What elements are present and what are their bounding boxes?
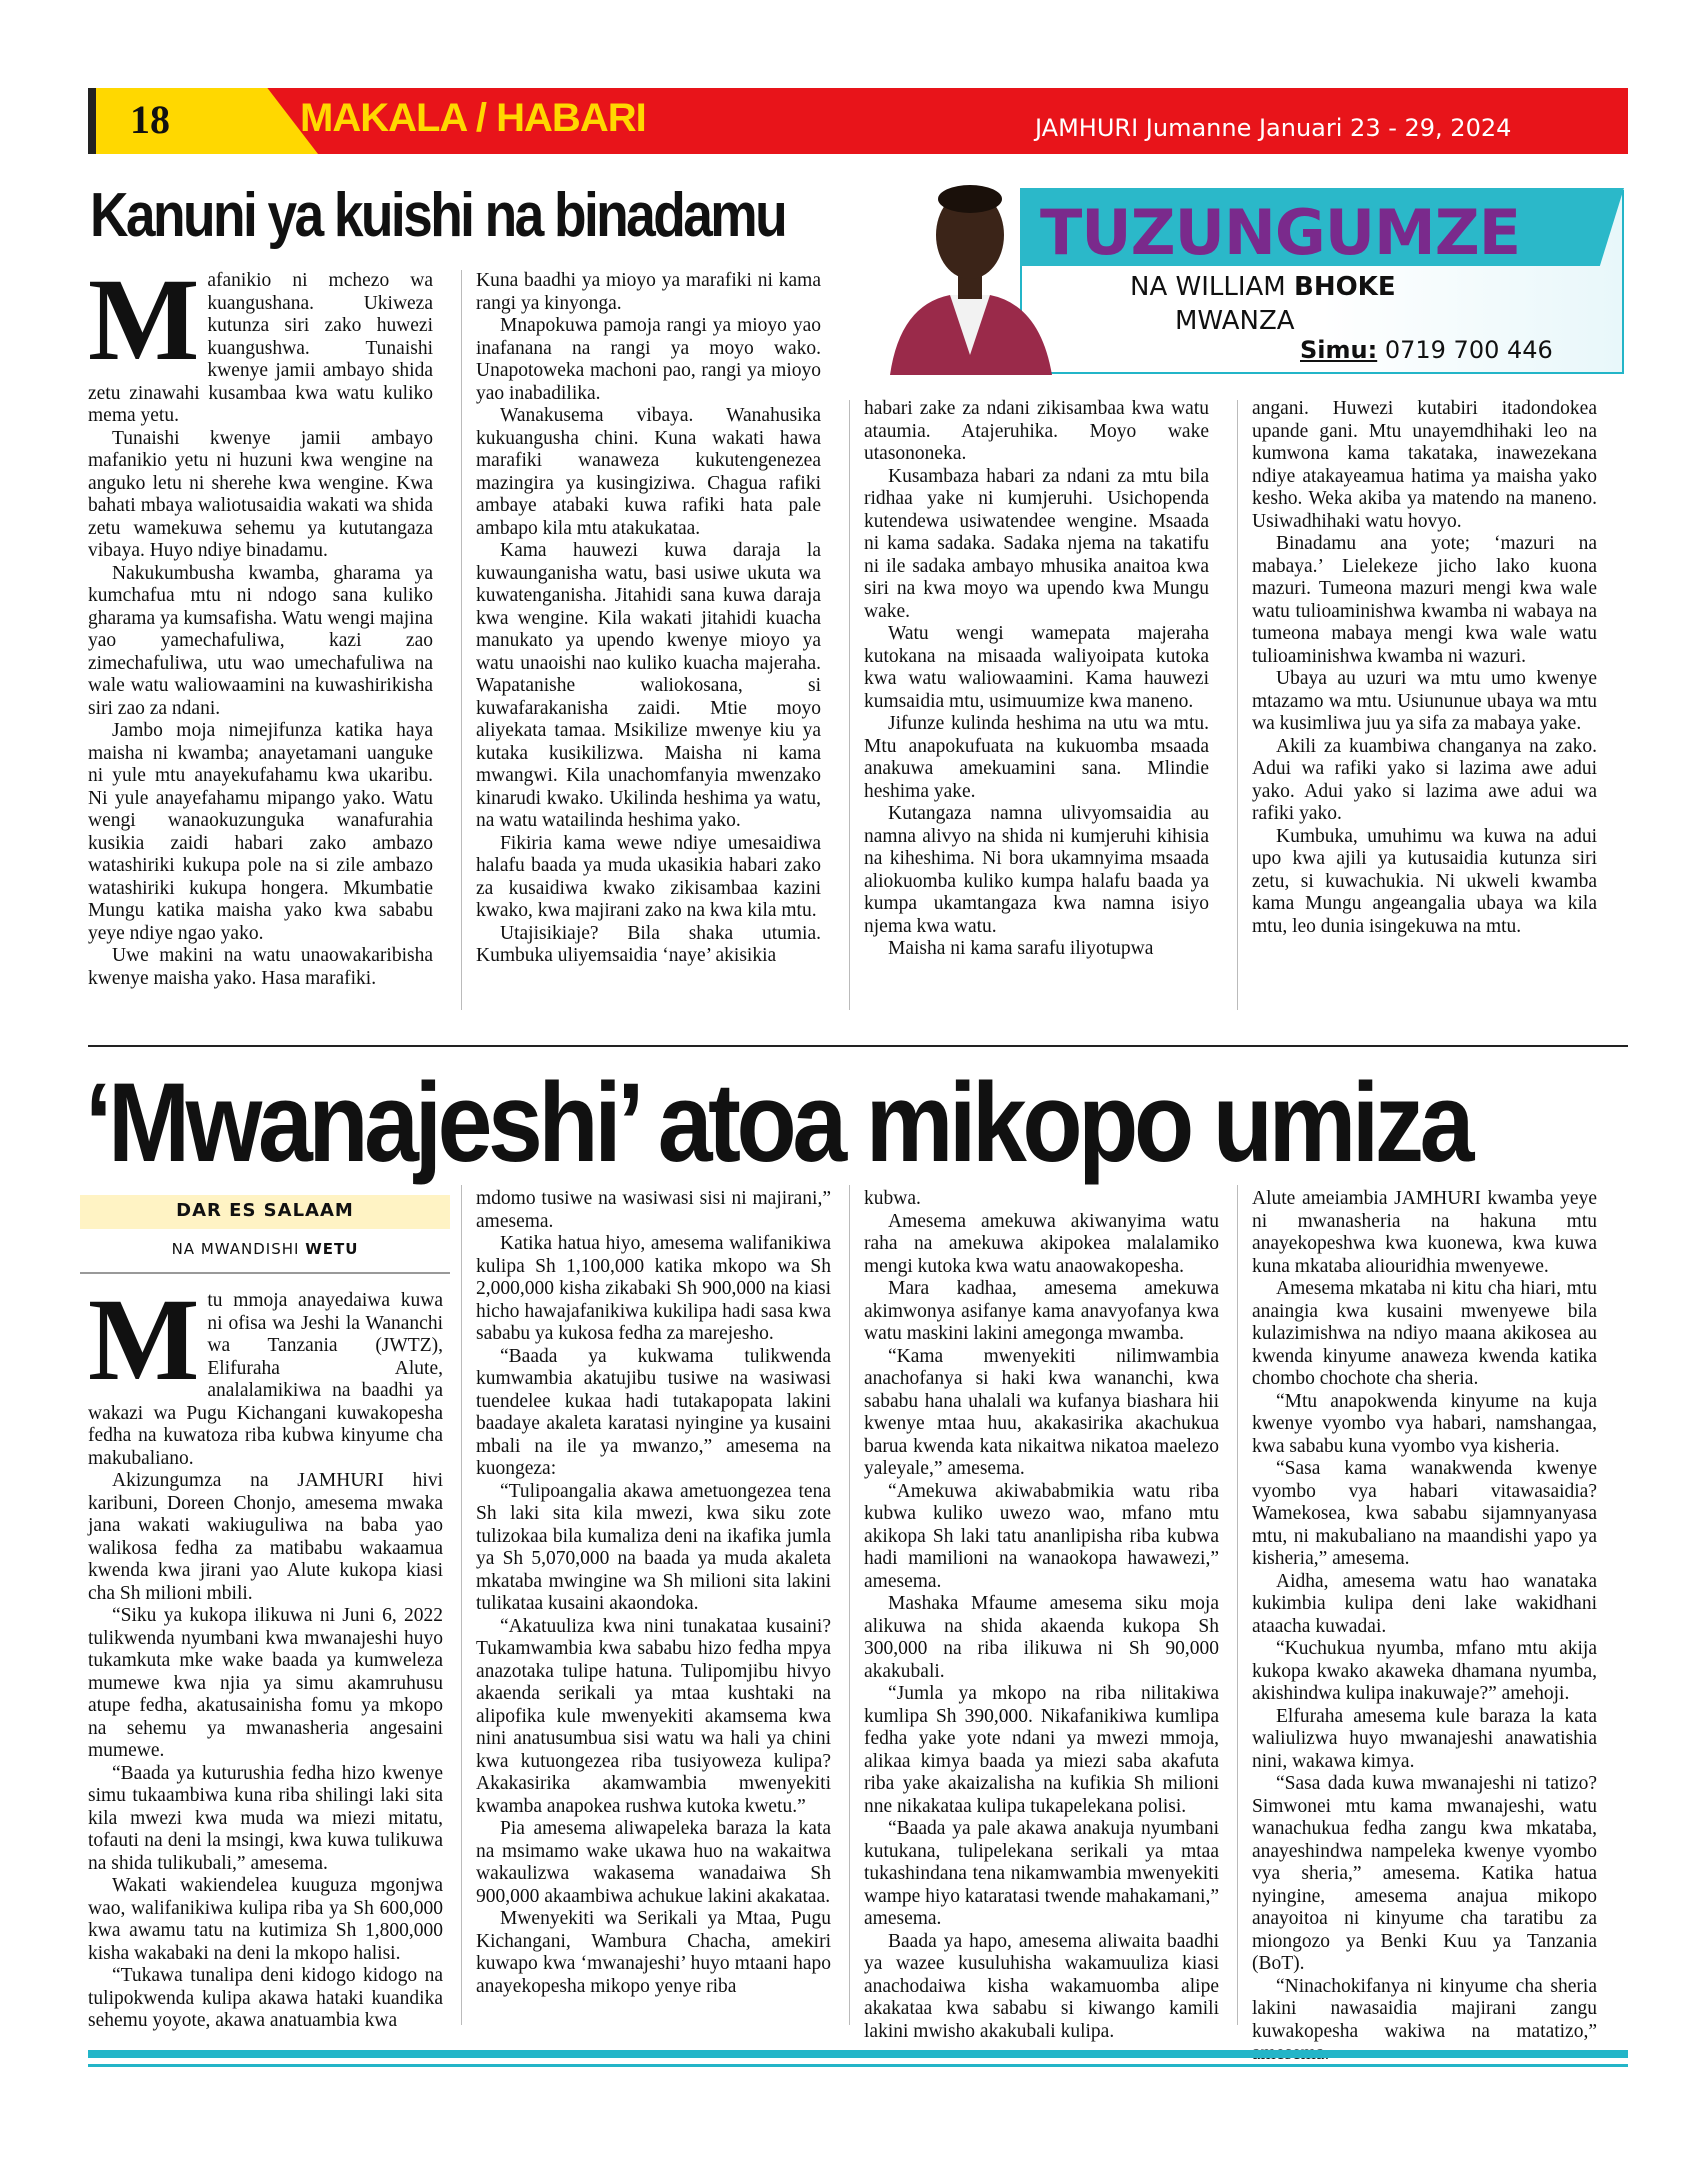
paragraph: tu mmoja anayedaiwa kuwa ni ofisa wa Jeshi la Wananchi wa Tanzania (JWTZ), Elifuraha Alute, analalamikiwa na baadhi ya wakazi wa Pugu Kichangani kuwakopesha fedha na kuwatoza riba kubwa kinyume cha makubaliano. <box>88 1290 443 1469</box>
paragraph: “Baada ya kuturushia fedha hizo kwenye simu tukaambiwa kuna riba shilingi laki sita kila mwezi kwa muda wa miezi mitatu, tofauti na deni la msingi, kwa kuwa tulikuwa na shida tulikubali,” amesema. <box>88 1762 443 1874</box>
paragraph: Alute ameiambia JAMHURI kwamba yeye ni mwanasheria na hakuna mtu anayekopeshwa kwa kuonewa, kwa kuwa kuna mkataba aliouridhia mwenyewe. <box>1252 1188 1597 1277</box>
byline-prefix: NA MWANDISHI <box>171 1240 306 1258</box>
columnist-phone <box>1300 336 1553 364</box>
paragraph: Ubaya au uzuri wa mtu umo kwenye mtazamo wa mtu. Usiununue ubaya wa mtu wa kusimliwa juu ya sifa za mabaya yake. <box>1252 668 1597 734</box>
paragraph: Akizungumza na JAMHURI hivi karibuni, Doreen Chonjo, amesema mwaka jana wakati wakiuguliwa na baba yao walikosa fedha za matibabu wakaamua kwenda kwa jirani yao Alute kukopa kiasi cha Sh milioni mbili. <box>88 1470 443 1604</box>
issue-dateline: JAMHURI Jumanne Januari 23 - 29, 2024 <box>1035 114 1512 142</box>
byline-prefix: NA WILLIAM <box>1130 272 1294 302</box>
paragraph: Pia amesema aliwapeleka baraza la kata na msimamo wake ukawa huo na wakaitwa wakaulizwa wakasema wanadaiwa Sh 900,000 akaambiwa achukue lakini akakataa. <box>476 1818 831 1907</box>
paragraph: afanikio ni mchezo wa kuangushana. Ukiweza kutunza siri zako huwezi kuangushwa. Tunaishi kwenye jamii ambayo shida zetu zinawahi kusambaa kwa watu kuliko mema yetu. <box>88 270 433 426</box>
article1-column-4 <box>1252 398 1597 938</box>
paragraph: Kuna baadhi ya mioyo ya marafiki ni kama rangi ya kinyonga. <box>476 270 821 314</box>
paragraph: Amesema amekuwa akiwanyima watu raha na amekuwa akipokea malalamiko mengi kutoka kwa watu anaowakopesha. <box>864 1210 1219 1277</box>
paragraph: Mnapokuwa pamoja rangi ya mioyo yao inafanana na rangi ya moyo wako. Unapotoweka machoni pao, rangi ya mioyo yao inabadilika. <box>476 315 821 404</box>
paragraph: mdomo tusiwe na wasiwasi sisi ni majirani,” amesema. <box>476 1188 831 1232</box>
header-edge-mark <box>88 88 96 154</box>
article-divider <box>88 1045 1628 1047</box>
paragraph: Elfuraha amesema kule baraza la kata waliulizwa huyo mwanajeshi anawatishia nini, wakawa kimya. <box>1252 1705 1597 1772</box>
byline-name: BHOKE <box>1294 272 1396 302</box>
paragraph: Tunaishi kwenye jamii ambayo mafanikio yetu ni huzuni kwa wengine na anguko letu ni sherehe kwa wengine. Kwa bahati mbaya waliotusaidia wakati wa shida zetu wamekuwa sehemu ya kututangaza vibaya. Huyo ndiye binadamu. <box>88 427 433 561</box>
article2-headline: ‘Mwanajeshi’ atoa mikopo umiza <box>85 1060 1471 1185</box>
paragraph: “Sasa kama wanakwenda kwenye vyombo vya habari vitawasaidia? Wamekosea, kwa sababu sijamnyanyasa mtu, ni makubaliano na maandishi yapo ya kisheria,” amesema. <box>1252 1458 1597 1569</box>
paragraph: Binadamu ana yote; ‘mazuri na mabaya.’ Lielekeze jicho lako kuona mazuri. Tumeona mazuri mengi kwa wale watu tulioaminishwa kwamba ni wabaya na tumeona mabaya mengi kwa wale watu tulioaminishwa kwamba ni wazuri. <box>1252 533 1597 667</box>
paragraph: Jambo moja nimejifunza katika haya maisha ni kwamba; anayetamani uanguke ni yule mtu anayekufahamu kwa ukaribu. Ni yule anayefahamu mipango yako. Watu wengi wanaokuzunguka wanafurahia kusikia zaidi habari zako ambazo watashiriki kukupa pole na si zile ambazo watashiriki kukupa hongera. Mkumbatie Mungu katika maisha yako kwa sababu yeye ndiye ngao yako. <box>88 720 433 944</box>
paragraph: Katika hatua hiyo, amesema walifanikiwa kulipa Sh 1,100,000 katika mkopo wa Sh 2,000,000 kisha zikabaki Sh 900,000 na kiasi hicho hawajafanikiwa kukilipa hadi sasa kwa sababu ya kukosa fedha za marejesho. <box>476 1233 831 1344</box>
paragraph: Kutangaza namna ulivyomsaidia au namna alivyo na shida ni kumjeruhi kihisia na kiheshima. Ni bora ukamnyima msaada aliokuomba kuliko kumpa halafu baada ya kumpa ukamtangaza kwa namna isiyo njema kwa watu. <box>864 803 1209 937</box>
paragraph: Akili za kuambiwa changanya na zako. Adui wa rafiki yako si lazima awe adui yako. Adui yako si lazima awe adui wa rafiki yako. <box>1252 735 1597 824</box>
paragraph: “Kuchukua nyumba, mfano mtu akija kukopa kwako akaweka dhamana nyumba, akishindwa kulipa inakuwaje?” amehoji. <box>1252 1638 1597 1704</box>
paragraph: “Baada ya kukwama tulikwenda kumwambia akatujibu tusiwe na wasiwasi tuendelee kukaa hadi tutakapopata lakini baadaye akaleta karatasi nyingine ya kusaini mbali na ile ya mwanzo,” amesema na kuongeza: <box>476 1345 831 1479</box>
paragraph: “Amekuwa akiwababmikia watu riba kubwa kuliko uwezo wao, mfano mtu akikopa Sh laki tatu ananlipisha riba kubwa hadi mamilioni na wanaokopa hawawezi,” amesema. <box>864 1480 1219 1592</box>
paragraph: “Tulipoangalia akawa ametuongezea tena Sh laki sita kila mwezi, kwa siku zote tulizokaa bila kumaliza deni na ikafika jumla ya Sh 5,070,000 na baada ya muda akaleta mkataba mwingine wa Sh milioni sita lakini tulikataa kusaini akaondoka. <box>476 1480 831 1614</box>
byline-name: WETU <box>305 1240 359 1258</box>
column-rule <box>461 1185 462 2025</box>
article2-column-1 <box>88 1274 443 2033</box>
paragraph: “Baada ya pale akawa anakuja nyumbani kutukana, tulipelekana serikali ya mtaa tukashindana tena nikamwambia mwenyekiti wampe hiyo kataratasi twende mahakamani,” amesema. <box>864 1818 1219 1929</box>
drop-cap: M <box>88 1274 200 1405</box>
paragraph: Wakati wakiendelea kuuguza mgonjwa wao, walifanikiwa kulipa riba ya Sh 600,000 kwa awamu tatu na kutimiza Sh 1,800,000 kisha wakabaki na deni la mkopo halisi. <box>88 1875 443 1964</box>
column-rule <box>1237 1185 1238 2025</box>
footer-rule <box>88 2050 1628 2058</box>
columnist-byline <box>1130 272 1396 302</box>
paragraph: Mwenyekiti wa Serikali ya Mtaa, Pugu Kichangani, Wambura Chacha, amekiri kuwapo kwa ‘mwanajeshi’ huyo mtaani hapo anayekopesha mikopo yenye riba <box>476 1908 831 1997</box>
article1-column-1 <box>88 254 433 990</box>
paragraph: kubwa. <box>864 1188 921 1209</box>
column-rule <box>461 270 462 1010</box>
article2-dateline: DAR ES SALAAM <box>176 1200 354 1221</box>
paragraph: Aidha, amesema watu hao wanataka kukimbia kulipa deni lake wakidhani ataacha kuwadai. <box>1252 1570 1597 1637</box>
article2-column-2 <box>476 1188 831 1998</box>
columnist-portrait <box>880 155 1060 375</box>
paragraph: Fikiria kama wewe ndiye umesaidiwa halafu baada ya muda ukasikia habari zako za kusaidiwa kwako zikisambaa kazini kwako, kwa majirani zako na kwa kila mtu. <box>476 832 821 921</box>
article1-headline: Kanuni ya kuishi na binadamu <box>90 181 786 250</box>
paragraph: Mashaka Mfaume amesema siku moja alikuwa na shida akaenda kukopa Sh 300,000 na riba ilikuwa ni Sh 90,000 akakubali. <box>864 1593 1219 1682</box>
paragraph: Utajisikiaje? Bila shaka utumia. Kumbuka uliyemsaidia ‘naye’ akisikia <box>476 922 821 966</box>
paragraph: Watu wengi wamepata majeraha kutokana na misaada waliyoipata kutoka kwa watu waliowaamini. Kama hauwezi kumsaidia mtu, usimuumize kwa maneno. <box>864 623 1209 712</box>
paragraph: “Siku ya kukopa ilikuwa ni Juni 6, 2022 tulikwenda nyumbani kwa mwanajeshi huyo tukamkuta mke wake baada ya kumweleza mumewe kwa njia ya simu akamruhusu atupe fedha, akatusainisha fomu ya mkopo na sehemu ya mwanasheria angesaini mumewe. <box>88 1605 443 1761</box>
paragraph: Mara kadhaa, amesema amekuwa akimwonya asifanye kama anavyofanya kwa watu maskini lakini amegonga mwamba. <box>864 1278 1219 1344</box>
article1-column-2 <box>476 270 821 968</box>
paragraph: Kusambaza habari za ndani za mtu bila ridhaa yake ni kumjeruhi. Usichopenda kutendewa usiwatendee wengine. Msaada ni kama sadaka. Sadaka njema na takatifu ni ile sadaka ambayo mhusika anaitoa kwa siri na kwa moyo wa upendo kwa Mungu wake. <box>864 465 1209 622</box>
paragraph: “Tukawa tunalipa deni kidogo kidogo na tulipokwenda kulipa akawa hataki kuandika sehemu yoyote, akawa anatuambia kwa <box>88 1965 443 2031</box>
footer-rule-thin <box>88 2064 1628 2067</box>
article2-byline <box>80 1240 450 1258</box>
columnist-city: MWANZA <box>1175 306 1295 336</box>
portrait-hair <box>938 185 1002 213</box>
paragraph: Maisha ni kama sarafu iliyotupwa <box>888 938 1154 959</box>
column-rule <box>849 1185 850 2025</box>
paragraph: Kumbuka, umuhimu wa kuwa na adui upo kwa ajili ya kutusaidia kutunza siri zetu, si kuwachukia. Ni ukweli kwamba kama Mungu angeangalia ubaya wa kila mtu, leo dunia isingekuwa na mtu. <box>1252 825 1597 937</box>
paragraph: Baada ya hapo, amesema aliwaita baadhi ya wazee kusuluhisha wakamuuliza kiasi anachodaiwa kisha wakamuomba alipe akakataa kwa sababu si kiwango kamili lakini mwisho akakubali kulipa. <box>864 1930 1219 2042</box>
article2-column-3 <box>864 1188 1219 2043</box>
paragraph: “Ninachokifanya ni kinyume cha sheria lakini nawasaidia majirani zangu kuwakopesha wakiwa na matatizo,” <box>1252 1975 1597 2042</box>
article2-column-4 <box>1252 1188 1597 2066</box>
column-rule <box>849 400 850 1010</box>
paragraph: Uwe makini na watu unaowakaribisha kwenye maisha yako. Hasa marafiki. <box>88 945 433 989</box>
paragraph: Amesema mkataba ni kitu cha hiari, mtu anaingia kwa kusaini mwenyewe bila kulazimishwa na ndiyo maana akikosea au kwenda kinyume anaweza kwenda katika chombo chochote cha sheria. <box>1252 1278 1597 1389</box>
phone-label: Simu: <box>1300 336 1378 364</box>
paragraph: Jifunze kulinda heshima na utu wa mtu. Mtu anapokufuata na kukuomba msaada anakuwa amekuamini sana. Mlindie heshima yake. <box>864 713 1209 802</box>
paragraph: “Akatuuliza kwa nini tunakataa kusaini? Tukamwambia kwa sababu hizo fedha mpya anazotaka tulipe hatuna. Tulipomjibu hivyo akaenda serikali ya mtaa kushtaki na alipofika kule mwenyekiti akamsema kwa nini anatusumbua sisi watu wa hali ya chini kwa kutuongezea riba tusiyoweza kulipa? Akakasirika akamwambia mwenyekiti kwamba anapokea rushwa kutoka kwetu.” <box>476 1615 831 1817</box>
paragraph: “Sasa dada kuwa mwanajeshi ni tatizo? Simwonei mtu kama mwanajeshi, watu wanachukua fedha zangu kwa mkataba, anayeshindwa nampeleka kwenye vyombo vya sheria,” amesema. Katika hatua nyingine, amesema anajua mikopo anayoitoa ni kinyume cha taratibu za miongozo ya Benki Kuu ya Tanzania (BoT). <box>1252 1773 1597 1974</box>
paragraph: Wanakusema vibaya. Wanahusika kukuangusha chini. Kuna wakati hawa marafiki wanaweza kukutengenezea mazingira ya kusingiziwa. Chagua rafiki ambaye atabaki kuwa rafiki hata pale ambapo kila mtu atakukataa. <box>476 405 821 539</box>
paragraph: “Jumla ya mkopo na riba nilitakiwa kumlipa Sh 390,000. Nikafanikiwa kumlipa fedha yake yote ndani ya mwezi mmoja, alikaa kimya baada ya miezi saba akafuta riba yake akaizalisha na kufikia Sh milioni nne nikakataa kulipa tukapelekana polisi. <box>864 1683 1219 1817</box>
paragraph: Kama hauwezi kuwa daraja la kuwaunganisha watu, basi usiwe ukuta wa kuwatenganisha. Jitahidi sana kuwa daraja kwa wengine. Kila wakati jitahidi kuacha manukato ya upendo kwenye mioyo ya watu unaoishi nao kuliko kuacha majeraha. Wapatanishe waliokosana, si kuwafarakanisha zaidi. Mtie moyo aliyekata tamaa. Msikilize mwenye kiu ya kutaka kusikilizwa. Maisha ni kama mwangwi. Kila unachomfanyia mwenzako kinarudi kwako. Ukilinda heshima ya watu, na watu watailinda heshima yako. <box>476 540 821 831</box>
paragraph: “Mtu anapokwenda kinyume na kuja kwenye vyombo vya habari, namshangaa, kwa sababu kuna vyombo vya kisheria. <box>1252 1390 1597 1457</box>
page-number: 18 <box>130 97 170 142</box>
paragraph: Nakukumbusha kwamba, gharama ya kumchafua mtu ni ndogo sana kuliko gharama ya kumsafisha. Watu wengi majina yao yamechafuliwa, kazi zao zimechafuliwa, utu wao umechafuliwa na wale watu waliowaamini na kuwashirikisha siri zao za ndani. <box>88 562 433 719</box>
column-rule <box>1237 400 1238 1010</box>
section-title: MAKALA / HABARI <box>300 96 646 140</box>
phone-number: 0719 700 446 <box>1384 336 1553 364</box>
drop-cap: M <box>88 254 200 385</box>
article1-column-3 <box>864 398 1209 961</box>
paragraph: “Kama mwenyekiti nilimwambia anachofanya si haki kwa wananchi, kwa sababu hana uhalali wa kufanya biashara hii kwenye mtaa huu, akakasirika akachukua barua kwenda kata nikaitwa nikatoa maelezo yaleyale,” amesema. <box>864 1345 1219 1479</box>
paragraph: angani. Huwezi kutabiri itadondokea upande gani. Mtu unayemdhihaki leo na kumwona kama takataka, inawezekana ndiye atakayeamua hatima ya maisha yako kesho. Weka akiba ya matendo na maneno. Usiwadhihaki watu hovyo. <box>1252 398 1597 532</box>
column-title: TUZUNGUMZE <box>1040 196 1521 269</box>
paragraph: habari zake za ndani zikisambaa kwa watu ataumia. Atajeruhika. Moyo wake utasononeka. <box>864 398 1209 464</box>
